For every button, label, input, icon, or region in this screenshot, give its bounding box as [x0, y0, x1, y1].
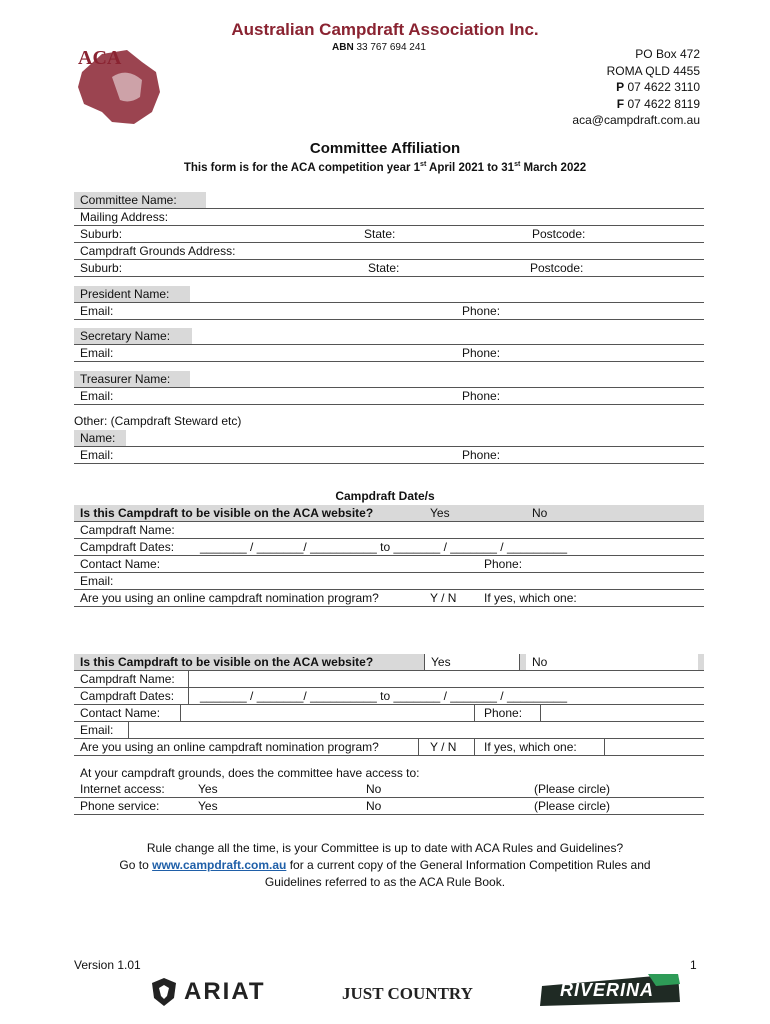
sponsor-ariat: ARIAT: [184, 978, 266, 1005]
secretary-name-field[interactable]: [74, 328, 704, 345]
campdraft-website-link[interactable]: www.campdraft.com.au: [152, 858, 287, 872]
internet-access-row[interactable]: Internet access: Yes No (Please circle): [74, 781, 704, 798]
committee-name-field[interactable]: [74, 192, 704, 209]
campdraft-dates-row-1[interactable]: Campdraft Dates: _______ / _______/ __________ to _______ / _______ / _________: [74, 539, 704, 556]
committee-name-label: Committee Name:: [74, 192, 206, 209]
treasurer-email-row[interactable]: Email: Phone:: [74, 388, 704, 405]
president-name-field[interactable]: [74, 286, 704, 303]
rules-note-line3: Guidelines referred to as the ACA Rule Book.: [264, 875, 506, 889]
rules-note-line1: Rule change all the time, is your Committee is up to date with ACA Rules and Guidelines?: [146, 841, 624, 855]
president-name-label: President Name:: [74, 286, 190, 303]
form-subtitle: This form is for the ACA competition year 1st April 2021 to 31st March 2022: [183, 161, 587, 174]
phone-service-row[interactable]: Phone service: Yes No (Please circle): [74, 798, 704, 815]
phone-no[interactable]: No: [366, 799, 382, 813]
treasurer-name-field[interactable]: [74, 371, 704, 388]
yes-option-2[interactable]: Yes: [424, 654, 520, 670]
no-option-1[interactable]: No: [532, 506, 548, 520]
campdraft-name-row-1[interactable]: Campdraft Name:: [74, 522, 704, 539]
other-name-field[interactable]: [74, 430, 704, 447]
version-label: Version 1.01: [74, 958, 141, 972]
visible-question-row-1: Is this Campdraft to be visible on the ACA website? Yes No: [74, 505, 704, 522]
access-question: At your campdraft grounds, does the committee have access to:: [80, 766, 420, 780]
contact-block: PO Box 472 ROMA QLD 4455 P 07 4622 3110 F 07 4622 8119 aca@campdraft.com.au: [572, 47, 700, 127]
grounds-address-row[interactable]: Campdraft Grounds Address:: [74, 243, 704, 260]
other-name-label: Name:: [74, 430, 126, 447]
ariat-shield-icon: [148, 976, 180, 1008]
contact-name-row-1[interactable]: Contact Name: Phone:: [74, 556, 704, 573]
campdraft-dates-row-2[interactable]: Campdraft Dates: _______ / _______/ __________ to _______ / _______ / _________: [74, 688, 704, 705]
treasurer-name-label: Treasurer Name:: [74, 371, 190, 388]
campdraft-name-row-2[interactable]: Campdraft Name:: [74, 671, 704, 688]
no-option-2[interactable]: No: [526, 654, 698, 670]
contact-name-row-2[interactable]: Contact Name: Phone:: [74, 705, 704, 722]
aca-logo: [72, 42, 164, 130]
sponsor-riverina-badge: RIVERINA: [538, 972, 684, 1008]
suburb-row[interactable]: Suburb: State: Postcode:: [74, 226, 704, 243]
visible-question-row-2: Is this Campdraft to be visible on the ACA website? Yes No: [74, 654, 704, 671]
association-title: Australian Campdraft Association Inc.: [231, 20, 539, 39]
phone-yes[interactable]: Yes: [198, 799, 218, 813]
contact-email[interactable]: aca@campdraft.com.au: [572, 113, 700, 127]
internet-no[interactable]: No: [366, 782, 382, 796]
president-email-row[interactable]: Email: Phone:: [74, 303, 704, 320]
rules-note-line2: Go to www.campdraft.com.au for a current copy of the General Information Competition Rules and: [119, 858, 651, 872]
form-title: Committee Affiliation: [309, 140, 461, 157]
online-program-row-2[interactable]: Are you using an online campdraft nomination program? Y / N If yes, which one:: [74, 739, 704, 756]
email-row-1[interactable]: Email:: [74, 573, 704, 590]
other-label: Other: (Campdraft Steward etc): [74, 414, 242, 428]
svg-text:ACA: ACA: [78, 47, 122, 69]
internet-yes[interactable]: Yes: [198, 782, 218, 796]
yes-option-1[interactable]: Yes: [430, 506, 450, 520]
other-email-row[interactable]: Email: Phone:: [74, 447, 704, 464]
abn: ABN 33 767 694 241: [332, 42, 426, 53]
campdraft-dates-title: Campdraft Date/s: [335, 489, 435, 503]
secretary-name-label: Secretary Name:: [74, 328, 192, 345]
sponsor-just-country: JUST COUNTRY: [342, 984, 473, 1003]
online-program-row-1[interactable]: Are you using an online campdraft nomination program? Y / N If yes, which one:: [74, 590, 704, 607]
page-number: 1: [690, 958, 697, 972]
secretary-email-row[interactable]: Email: Phone:: [74, 345, 704, 362]
mailing-address-row[interactable]: Mailing Address:: [74, 209, 704, 226]
grounds-suburb-row[interactable]: Suburb: State: Postcode:: [74, 260, 704, 277]
email-row-2[interactable]: Email:: [74, 722, 704, 739]
